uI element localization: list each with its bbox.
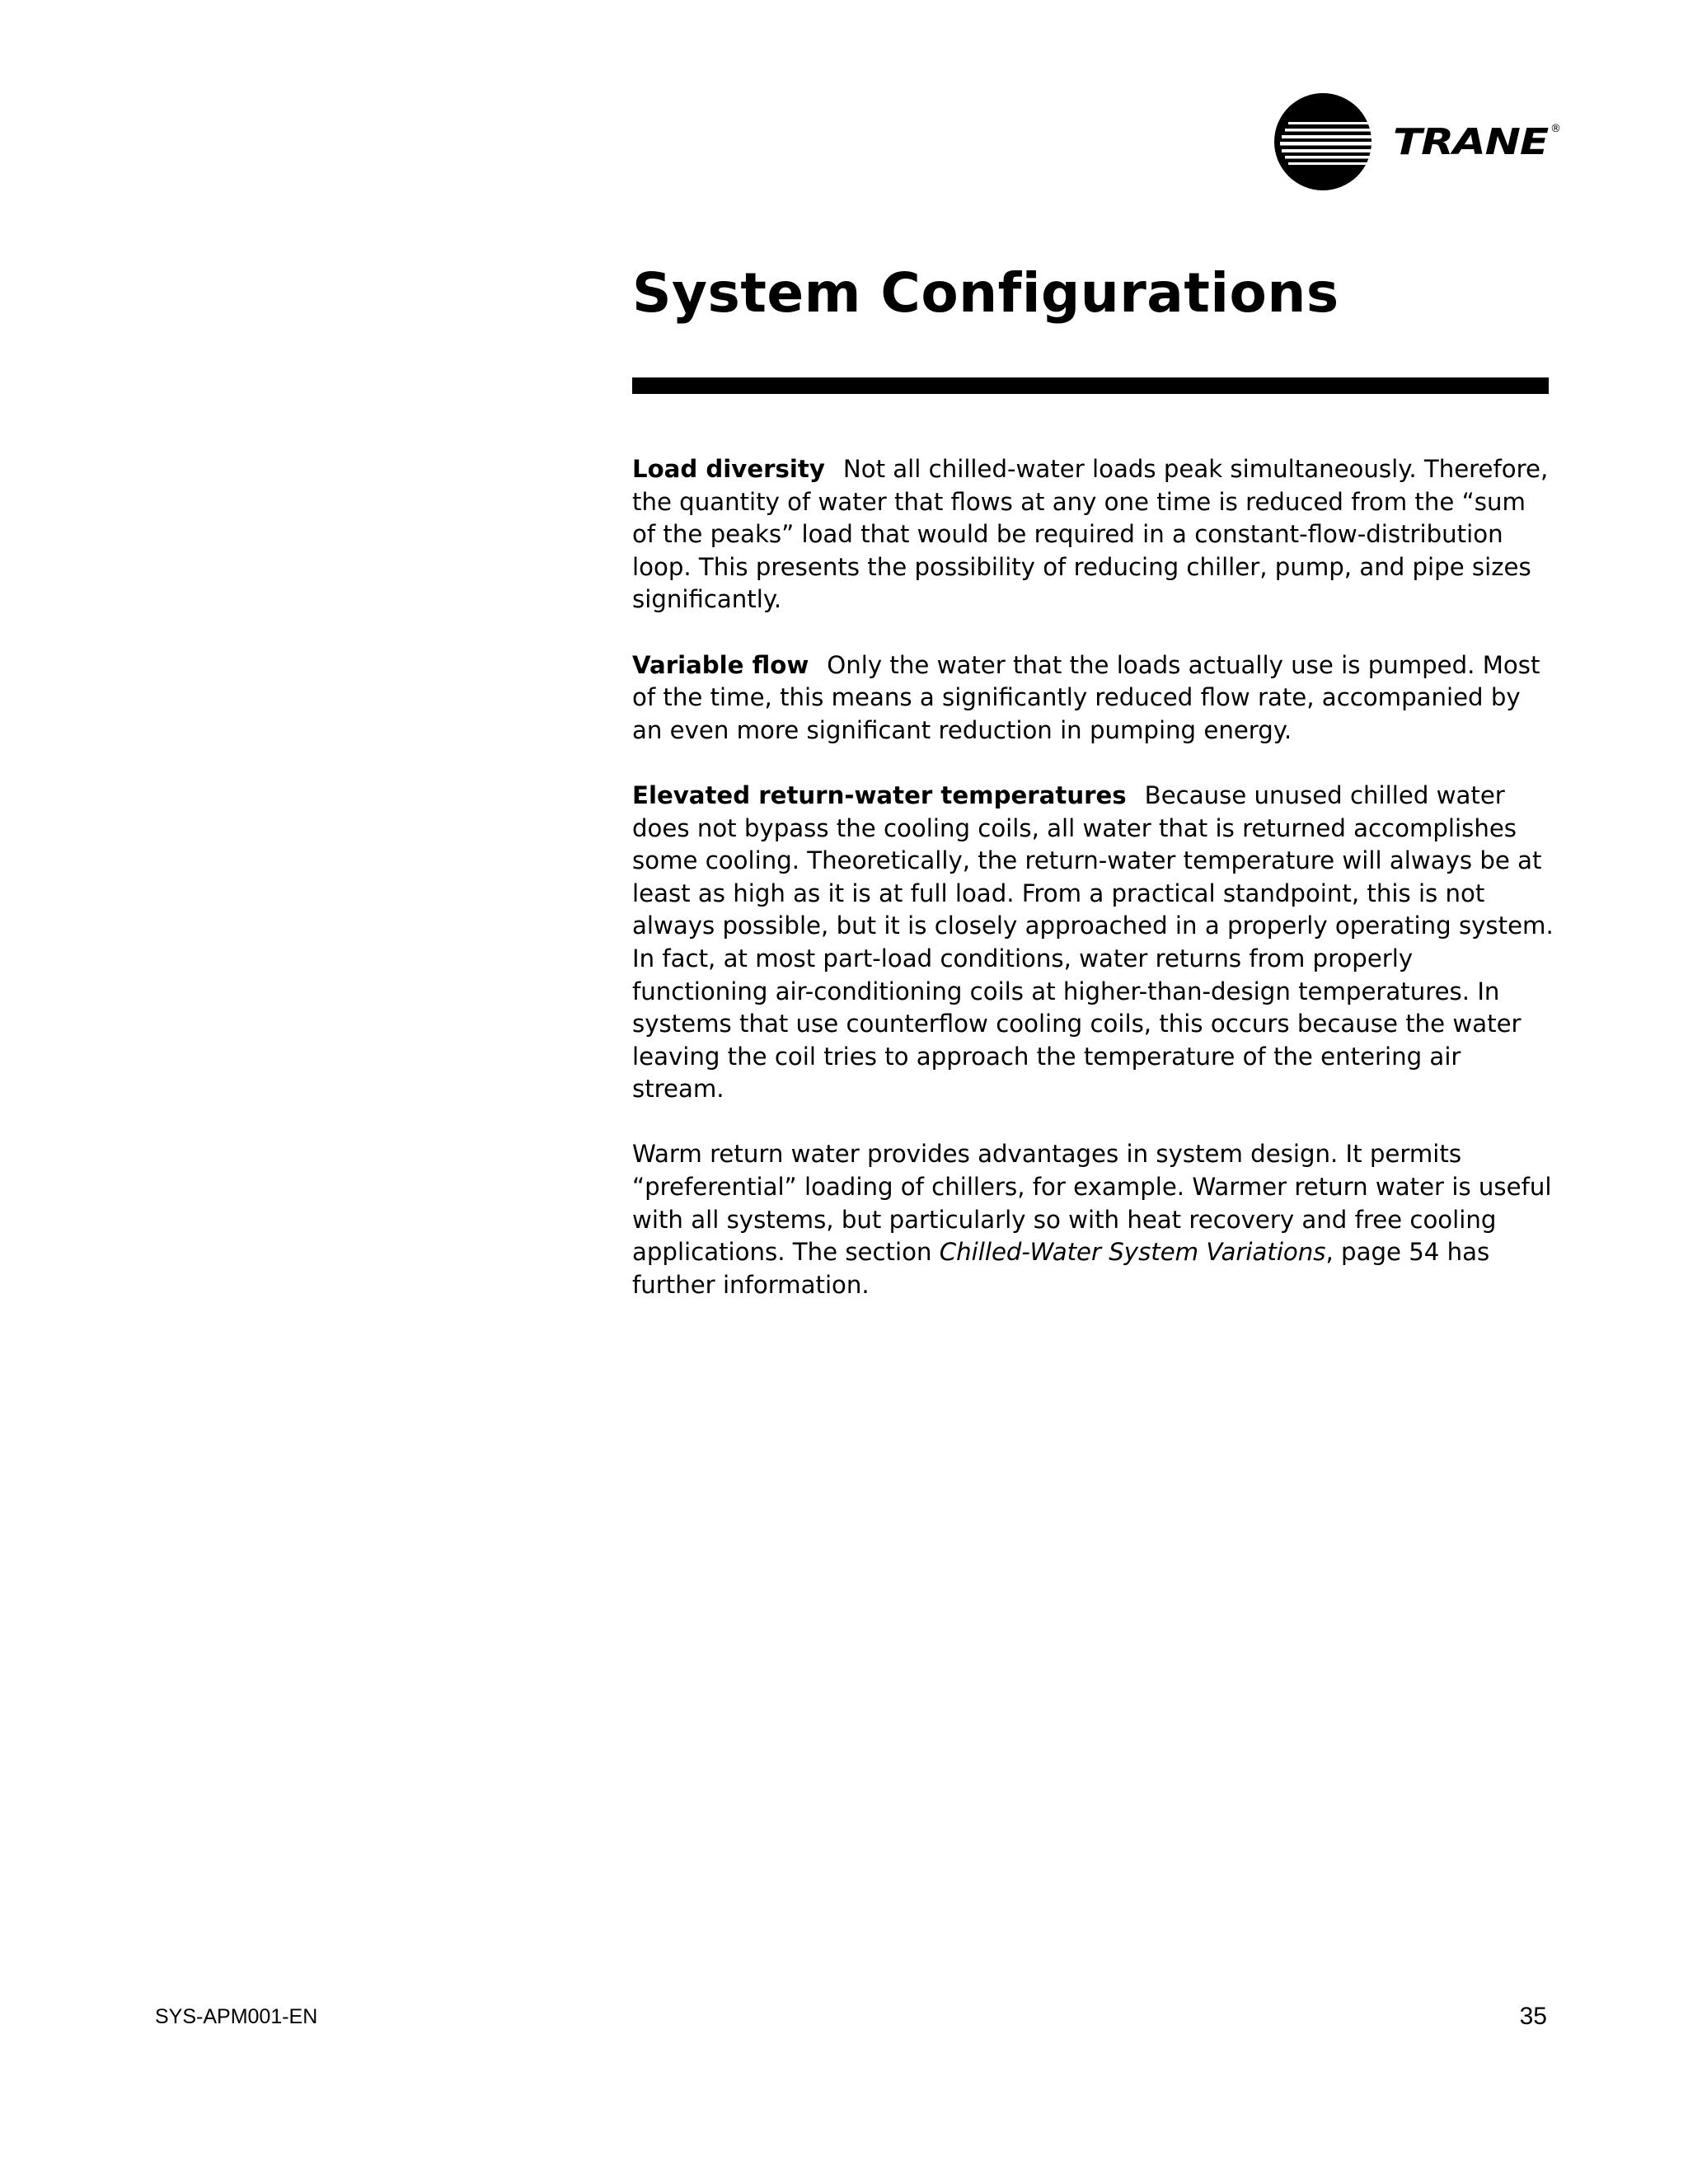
footer-document-id: SYS-APM001-EN — [155, 2005, 318, 2028]
paragraph-text: Because unused chilled water does not bypass the cooling coils, all water that is returned accomplishes some cooling. Theoretically, the return-water temperature will always be at least as high as it is at full load. From a practical standpoint, this is not always possible, but it is closely approached in a properly operating system. In fact, at most part-load conditions, water returns from properly functioning air-conditioning coils at higher-than-design temperatures. In systems that use counterflow cooling coils, this occurs because the water leaving the coil tries to approach the temperature of the entering air stream. — [632, 780, 1554, 1104]
trane-logo — [1273, 92, 1570, 191]
trane-logo-wordmark: TRANE — [1393, 121, 1550, 163]
page-title: System Configurations — [632, 261, 1339, 325]
paragraph-text: , page 54 has further information. — [632, 1238, 1490, 1299]
paragraph-load-diversity — [632, 453, 1555, 616]
paragraph-variable-flow — [632, 649, 1555, 748]
paragraph-text: Only the water that the loads actually use is pumped. Most of the time, this means a significantly reduced flow rate, accompanied by an even more significant reduction in pumping energy. — [632, 650, 1540, 744]
registered-mark: ® — [1550, 123, 1561, 135]
section-reference: Chilled-Water System Variations — [939, 1238, 1326, 1267]
run-in-heading: Variable flow — [632, 650, 809, 679]
title-rule — [632, 377, 1549, 394]
paragraph-elevated-return-water — [632, 780, 1555, 1106]
run-in-heading: Load diversity — [632, 455, 825, 483]
body-text — [632, 453, 1555, 1334]
footer-page-number: 35 — [1519, 2003, 1547, 2030]
paragraph-text: Not all chilled-water loads peak simultaneously. Therefore, the quantity of water that flows at any one time is reduced from the “sum of the peaks” load that would be required in a constant-flow-distribution loop. This presents the possibility of reducing chiller, pump, and pipe sizes significantly. — [632, 455, 1549, 614]
paragraph-text: Warm return water provides advantages in system design. It permits “preferential” loading of chillers, for example. Warmer return water is useful with all systems, but particularly so with heat recovery and free cooling applications. The section — [632, 1140, 1552, 1267]
trane-logo-circle-icon — [1274, 93, 1374, 190]
paragraph-warm-return-water — [632, 1138, 1555, 1301]
run-in-heading: Elevated return-water temperatures — [632, 780, 1127, 809]
